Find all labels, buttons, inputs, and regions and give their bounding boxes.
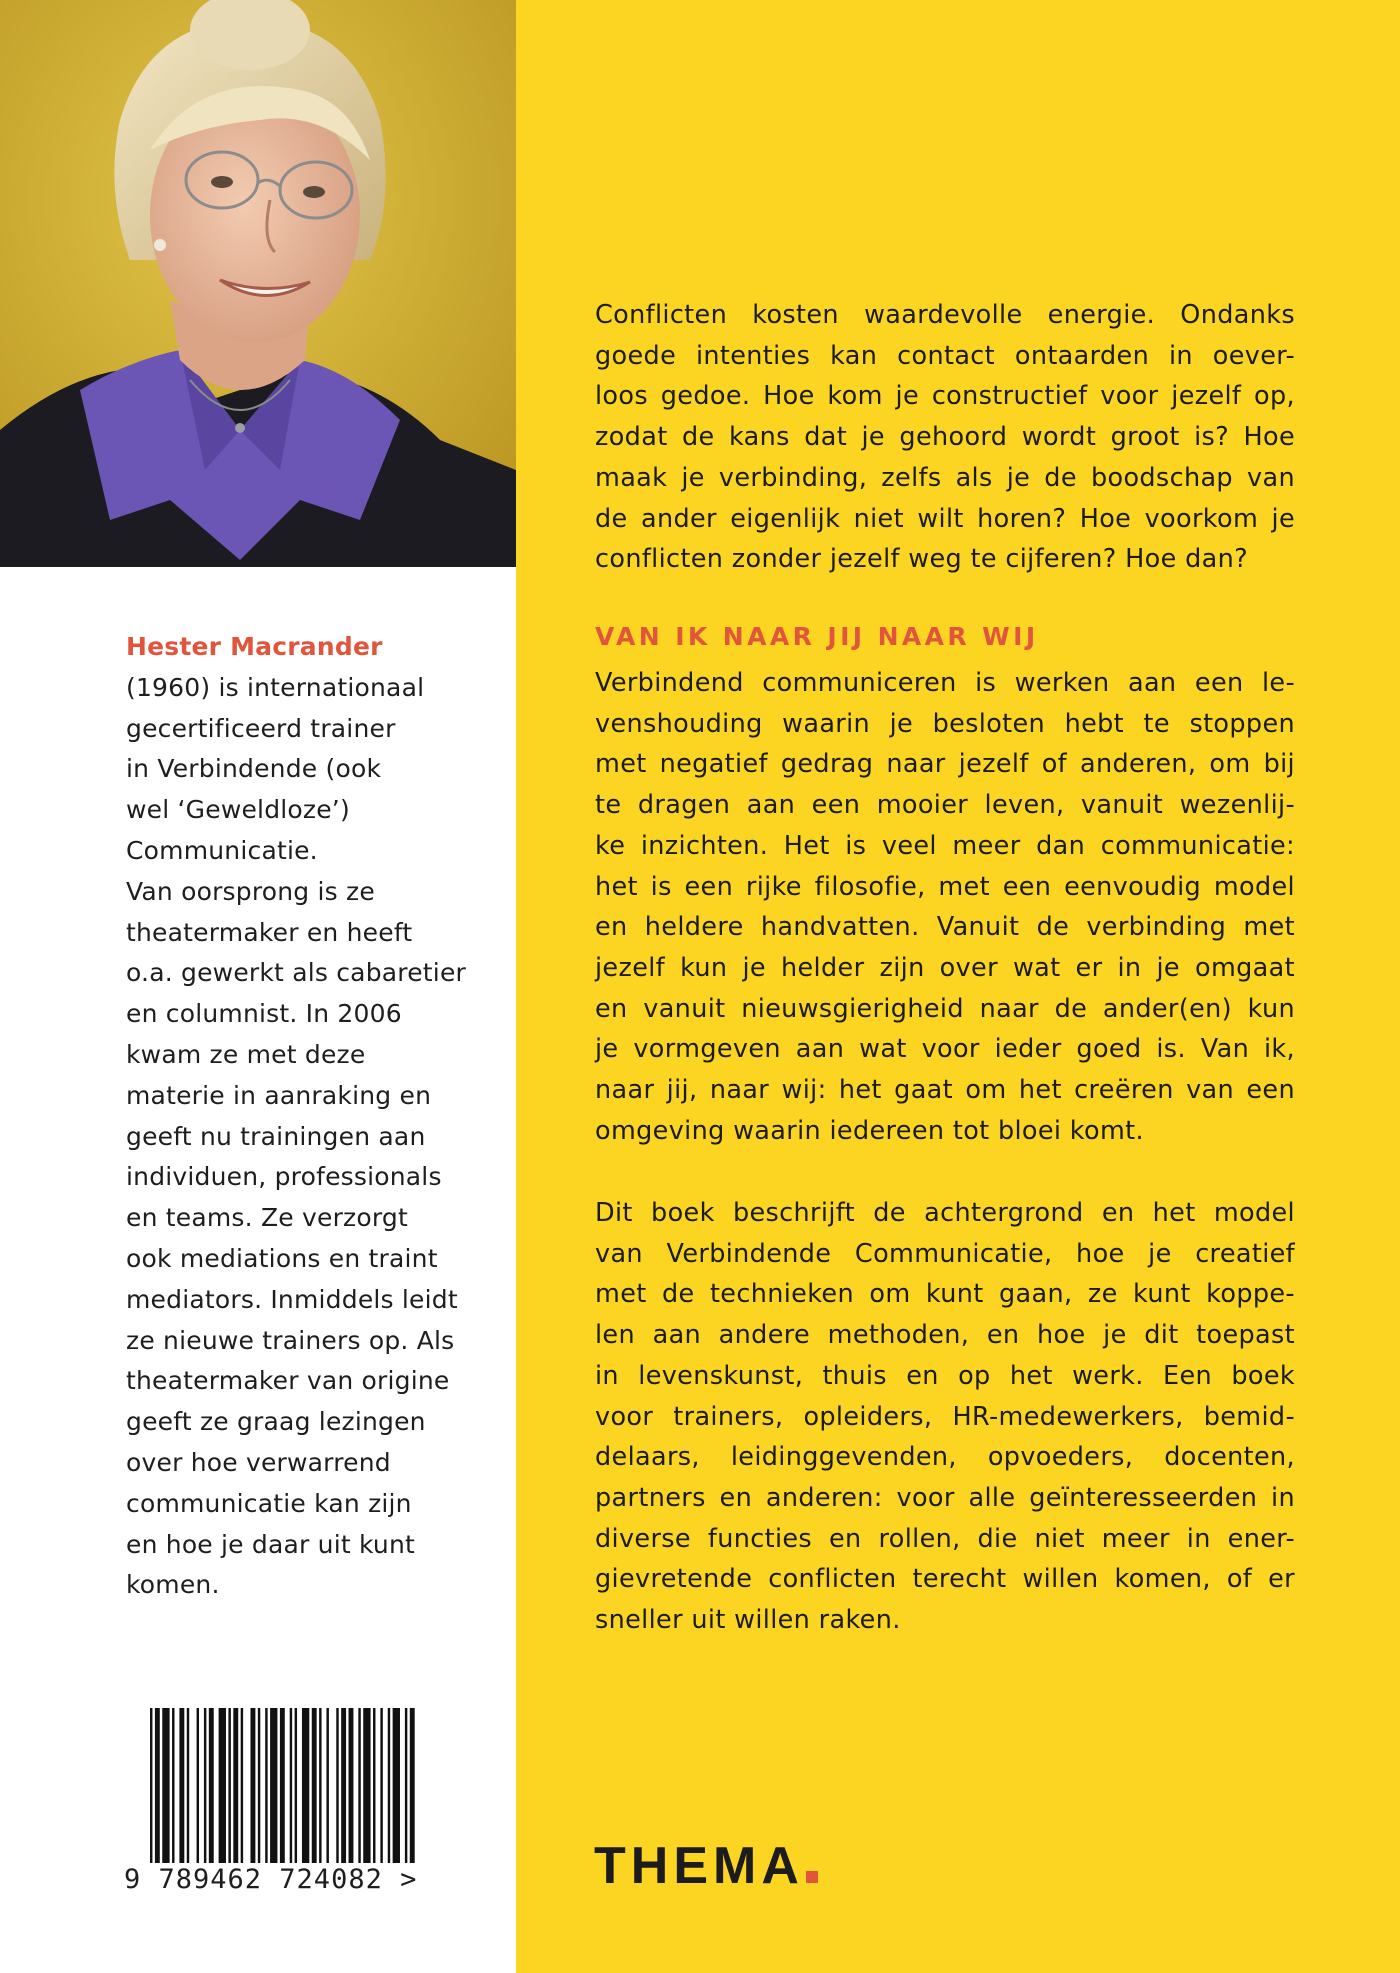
text-line: met negatief gedrag naar jezelf of anderen, om bij — [595, 749, 1295, 780]
author-bio — [126, 627, 471, 1606]
text-line: komen. — [126, 1570, 220, 1600]
text-line: gecertificeerd trainer — [126, 713, 396, 743]
author-name: Hester Macrander — [126, 632, 383, 661]
text-line: en vanuit nieuwsgierigheid naar de ander(en) kun — [595, 993, 1295, 1024]
text-line: het is een rijke filosofie, met een eenvoudig model — [595, 871, 1295, 902]
text-line: diverse functies en rollen, die niet meer in ener- — [595, 1523, 1295, 1554]
text-line: en hoe je daar uit kunt — [126, 1529, 415, 1559]
text-line: loos gedoe. Hoe kom je constructief voor jezelf op, — [595, 381, 1295, 412]
text-line: ze nieuwe trainers op. Als — [126, 1325, 455, 1355]
text-line: partners en anderen: voor alle geïnteresseerden in — [595, 1482, 1295, 1513]
text-line: wel ‘Geweldloze’) — [126, 795, 350, 825]
text-line: Van oorsprong is ze — [126, 876, 375, 906]
text-line: mediators. Inmiddels leidt — [126, 1284, 458, 1314]
publisher-logo-text: THEMA — [594, 1837, 804, 1895]
text-line: ook mediations en traint — [126, 1243, 438, 1273]
text-line: ke inzichten. Het is veel meer dan communicatie: — [595, 830, 1295, 861]
author-bio-text — [126, 668, 471, 1606]
text-line: venshouding waarin je besloten hebt te stoppen — [595, 708, 1295, 739]
text-line: Verbindend communiceren is werken aan een le- — [595, 668, 1295, 698]
text-line: kwam ze met deze — [126, 1039, 366, 1069]
text-line: in Verbindende (ook — [126, 754, 382, 784]
logo-dot-icon — [806, 1871, 818, 1883]
text-line: o.a. gewerkt als cabaretier — [126, 958, 467, 988]
text-line: Dit boek beschrijft de achtergrond en het model — [595, 1198, 1295, 1228]
text-line: naar jij, naar wij: het gaat om het creëren van een — [595, 1075, 1295, 1106]
barcode-bars — [150, 1708, 496, 1863]
closing-paragraph — [595, 1193, 1295, 1641]
isbn-digits: 9 789462 724082 > — [124, 1864, 418, 1895]
text-line: van Verbindende Communicatie, hoe je creatief — [595, 1238, 1295, 1269]
text-line: Conflicten kosten waardevolle energie. Ondanks — [595, 300, 1295, 330]
text-line: gievretende conflicten terecht willen komen, of er — [595, 1564, 1295, 1595]
text-line: Communicatie. — [126, 835, 318, 865]
text-line: geeft ze graag lezingen — [126, 1407, 426, 1437]
text-line: omgeving waarin iedereen tot bloei komt. — [595, 1115, 1144, 1146]
author-photo — [0, 0, 516, 567]
text-line: de ander eigenlijk niet wilt horen? Hoe voorkom je — [595, 503, 1295, 534]
text-line: zodat de kans dat je gehoord wordt groot is? Hoe — [595, 422, 1295, 453]
publisher-logo — [594, 1836, 818, 1896]
text-line: geeft nu trainingen aan — [126, 1121, 426, 1151]
text-line: goede intenties kan contact ontaarden in oever- — [595, 340, 1295, 371]
blurb-panel — [516, 0, 1400, 1973]
text-line: theatermaker van origine — [126, 1366, 450, 1396]
text-line: in levenskunst, thuis en op het werk. Een boek — [595, 1360, 1295, 1391]
text-line: len aan andere methoden, en hoe je dit toepast — [595, 1320, 1295, 1351]
text-line: materie in aanraking en — [126, 1080, 432, 1110]
text-line: en heldere handvatten. Vanuit de verbinding met — [595, 912, 1295, 943]
text-line: (1960) is internationaal — [126, 672, 425, 702]
text-line: maak je verbinding, zelfs als je de boodschap van — [595, 462, 1295, 493]
text-line: jezelf kun je helder zijn over wat er in je omgaat — [595, 952, 1295, 983]
intro-paragraph — [595, 295, 1295, 580]
text-line: delaars, leidinggevenden, opvoeders, docenten, — [595, 1442, 1295, 1473]
text-line: over hoe verwarrend — [126, 1447, 391, 1477]
section-heading: VAN IK NAAR JIJ NAAR WIJ — [595, 622, 1039, 651]
text-line: en columnist. In 2006 — [126, 999, 402, 1029]
text-line: individuen, professionals — [126, 1162, 442, 1192]
text-line: communicatie kan zijn — [126, 1488, 412, 1518]
text-line: conflicten zonder jezelf weg te cijferen? Hoe dan? — [595, 544, 1249, 575]
text-line: voor trainers, opleiders, HR-medewerkers, bemid- — [595, 1401, 1295, 1432]
isbn-barcode — [124, 1708, 418, 1896]
text-line: met de technieken om kunt gaan, ze kunt koppe- — [595, 1279, 1295, 1310]
text-line: te dragen aan een mooier leven, vanuit wezenlij- — [595, 790, 1295, 821]
body-paragraph — [595, 663, 1295, 1151]
text-line: en teams. Ze verzorgt — [126, 1203, 408, 1233]
text-line: theatermaker en heeft — [126, 917, 413, 947]
text-line: sneller uit willen raken. — [595, 1605, 901, 1636]
text-line: je vormgeven aan wat voor ieder goed is. Van ik, — [595, 1034, 1295, 1065]
